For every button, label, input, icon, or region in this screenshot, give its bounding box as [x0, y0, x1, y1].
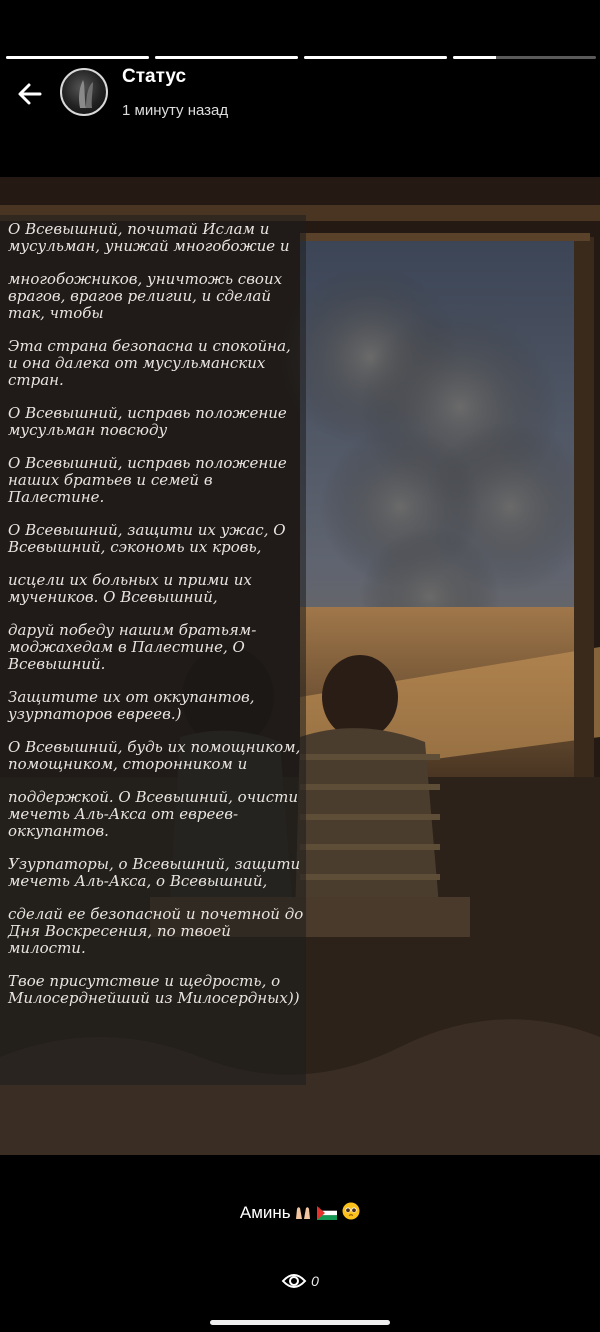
prayer-paragraph: О Всевышний, почитай Ислам и мусульман, унижай многобожие и	[8, 220, 290, 255]
prayer-paragraph: Эта страна безопасна и спокойна, и она далека от мусульманских стран.	[8, 337, 291, 389]
status-title: Статус	[122, 66, 187, 87]
prayer-paragraph: исцели их больных и прими их мучеников. О Всевышний,	[8, 571, 252, 606]
prayer-paragraph: Узурпаторы, о Всевышний, защити мечеть Аль-Акса, о Всевышний,	[8, 855, 301, 890]
prayer-paragraph: сделай ее безопасной и почетной до Дня Воскресения, по твоей милости.	[8, 905, 304, 957]
progress-segment	[304, 56, 447, 59]
progress-segment	[155, 56, 298, 59]
progress-segment	[6, 56, 149, 59]
prayer-paragraph: Защитите их от оккупантов, узурпаторов евреев.)	[8, 688, 255, 723]
prayer-paragraph: поддержкой. О Всевышний, очисти мечеть Аль-Акса от евреев-оккупантов.	[8, 788, 298, 840]
status-timestamp: 1 минуту назад	[122, 102, 229, 119]
palestine-flag-icon	[317, 1206, 337, 1220]
back-button[interactable]	[14, 78, 46, 110]
views-indicator[interactable]	[0, 1272, 600, 1290]
prayer-text	[8, 221, 304, 1023]
prayer-paragraph: даруй победу нашим братьям-моджахедам в Палестине, О Всевышний.	[8, 621, 257, 673]
status-header	[0, 64, 600, 124]
prayer-paragraph: О Всевышний, исправь положение наших братьев и семей в Палестине.	[8, 454, 287, 506]
progress-fill	[155, 56, 298, 59]
praying-hands-icon	[293, 1204, 313, 1220]
prayer-paragraph: О Всевышний, исправь положение мусульман повсюду	[8, 404, 287, 439]
arrow-left-icon	[14, 78, 46, 110]
eye-icon	[281, 1272, 307, 1290]
story-image[interactable]	[0, 177, 600, 1155]
progress-fill	[304, 56, 447, 59]
progress-fill	[453, 56, 496, 59]
emoji-group	[293, 1202, 360, 1225]
caption-text: Аминь	[239, 1202, 291, 1222]
pleading-face-icon	[342, 1202, 360, 1220]
story-progress-bar	[6, 56, 596, 59]
prayer-paragraph: многобожников, уничтожь своих врагов, врагов религии, и сделай так, чтобы	[8, 270, 283, 322]
prayer-paragraph: О Всевышний, защити их ужас, О Всевышний, сэкономь их кровь,	[8, 521, 286, 556]
progress-segment	[453, 56, 596, 59]
avatar[interactable]	[60, 68, 108, 116]
status-caption	[0, 1202, 600, 1225]
prayer-paragraph: О Всевышний, будь их помощником, помощником, сторонником и	[8, 738, 301, 773]
views-count: 0	[311, 1273, 319, 1289]
home-indicator[interactable]	[210, 1320, 390, 1325]
avatar-hands-icon	[62, 70, 106, 114]
prayer-paragraph: Твое присутствие и щедрость, о Милосерднейший из Милосердных))	[8, 972, 300, 1007]
progress-fill	[6, 56, 149, 59]
